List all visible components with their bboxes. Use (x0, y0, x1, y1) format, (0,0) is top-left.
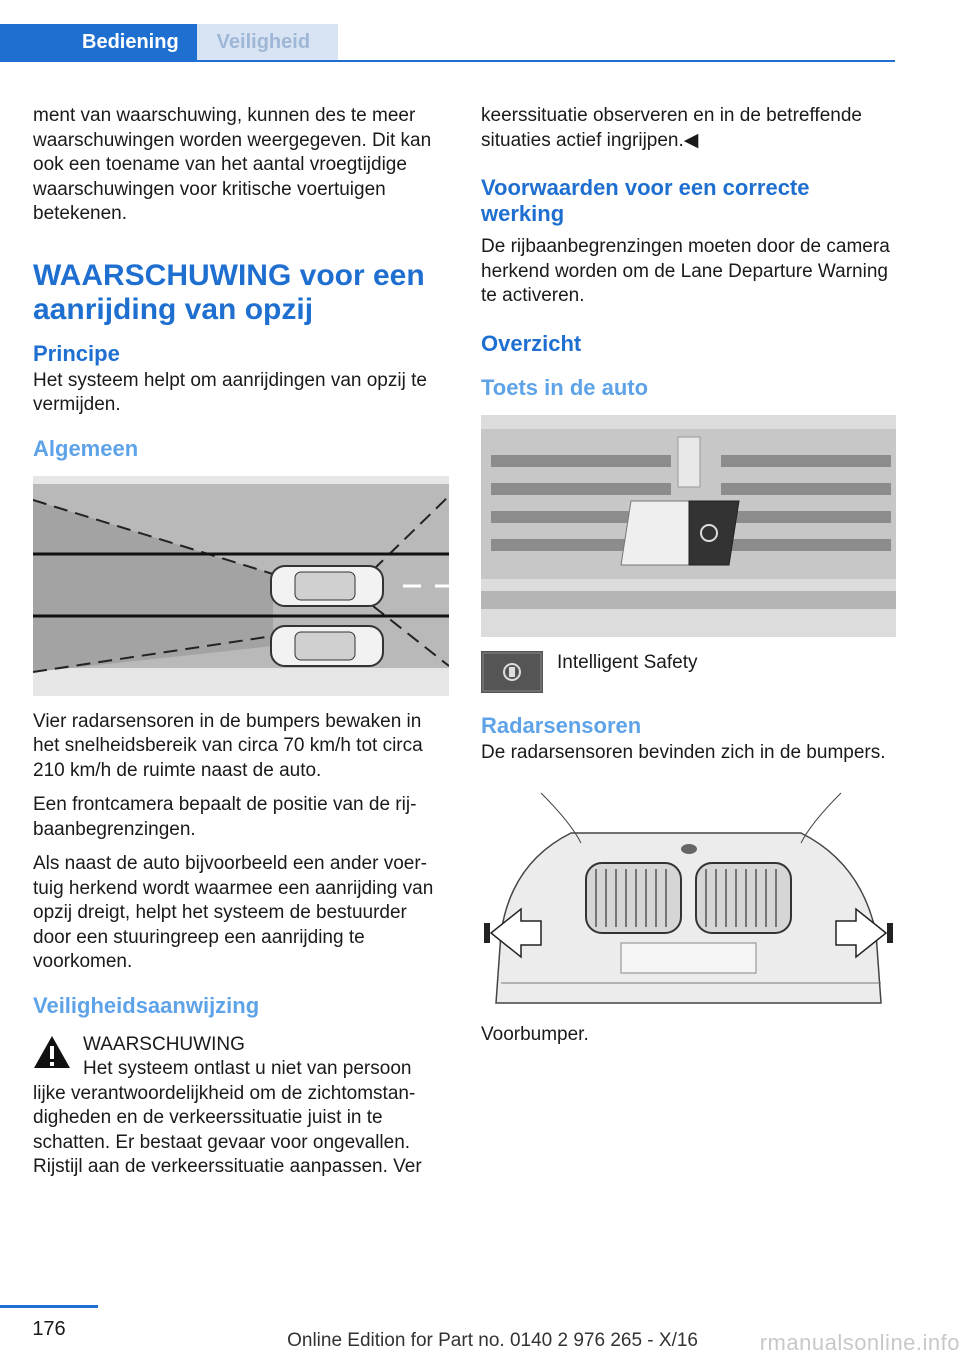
button-heading: Toets in de auto (481, 374, 649, 400)
para-radar: Vier radarsensoren in de bumpers bewaken in het snelheidsbereik van circa 70 km/h tot circa 210 km/h de ruimte naast de auto. (33, 710, 423, 781)
intro-paragraph: ment van waarschuwing, kunnen des te meer waarschuwingen worden weergegeven. Dit kan ook een toename van het aantal vroegtijdige waarschuwingen voor kritische voertuigen betekenen. (33, 105, 432, 224)
car-top (271, 566, 383, 606)
button-legend (481, 651, 896, 693)
intelligent-safety-icon (481, 651, 543, 693)
warning-triangle-icon (33, 1035, 71, 1069)
warning-title: WAARSCHUWING (83, 1033, 245, 1055)
principle-heading: Principe (33, 340, 120, 366)
safety-heading: Veiligheidsaanwijzing (33, 992, 260, 1018)
bumper-caption: Voorbumper. (481, 1024, 589, 1045)
car-button-illustration (481, 415, 896, 637)
page-number: 176 (32, 1318, 66, 1340)
right-column (481, 104, 896, 1058)
conditions-text: De rijbaanbegrenzingen moeten door de camera herkend worden om de Lane Departure Warning te activeren. (481, 236, 890, 306)
radar-heading: Radarsensoren (481, 712, 642, 738)
intelligent-safety-label: Intelligent Safety (557, 651, 698, 673)
lane-diagram-illustration (33, 476, 449, 696)
warning-box (33, 1033, 449, 1180)
conditions-heading: Voorwaarden voor een correcte werking (481, 175, 810, 226)
header-rule (0, 60, 895, 62)
tab-bediening[interactable]: Bediening (0, 24, 197, 60)
front-bumper-illustration (481, 783, 896, 1009)
footer-rule (0, 1305, 98, 1308)
para-assist: Als naast de auto bijvoorbeeld een ander voertuig herkend wordt waarmee een aanrijding van opzij dreigt, helpt het systeem de bestuurder door een stuuringreep een aanrijding te voorkomen. (33, 853, 434, 972)
section-tabs (0, 24, 338, 60)
edition-note: Online Edition for Part no. 0140 2 976 265 - X/16 (287, 1330, 698, 1351)
left-column (33, 104, 449, 1180)
tab-veiligheid[interactable]: Veiligheid (197, 24, 338, 60)
section-title: WAARSCHUWING voor een aanrijding van opzij (33, 258, 425, 326)
para-camera: Een frontcamera bepaalt de positie van de rijbaanbegrenzingen. (33, 794, 417, 840)
general-heading: Algemeen (33, 435, 139, 461)
principle-text: Het systeem helpt om aanrijdingen van opzij te vermijden. (33, 369, 427, 415)
overview-heading: Overzicht (481, 330, 582, 356)
warning-text-first: Het systeem ontlast u niet van persoon (83, 1058, 412, 1079)
continuation-text: keerssituatie observeren en in de betreffende situaties actief ingrijpen.◀ (481, 105, 862, 151)
watermark: rmanualsonline.info (759, 1330, 960, 1355)
car-bottom (271, 626, 383, 666)
radar-text: De radarsensoren bevinden zich in de bumpers. (481, 741, 886, 763)
warning-text: lijke verantwoordelijkheid om de zichtomstandigheden en de verkeerssituatie juist in te schatten. Er bestaat gevaar voor ongevallen. Rijstijl aan de verkeerssituatie aanpassen. Ver (33, 1082, 422, 1177)
